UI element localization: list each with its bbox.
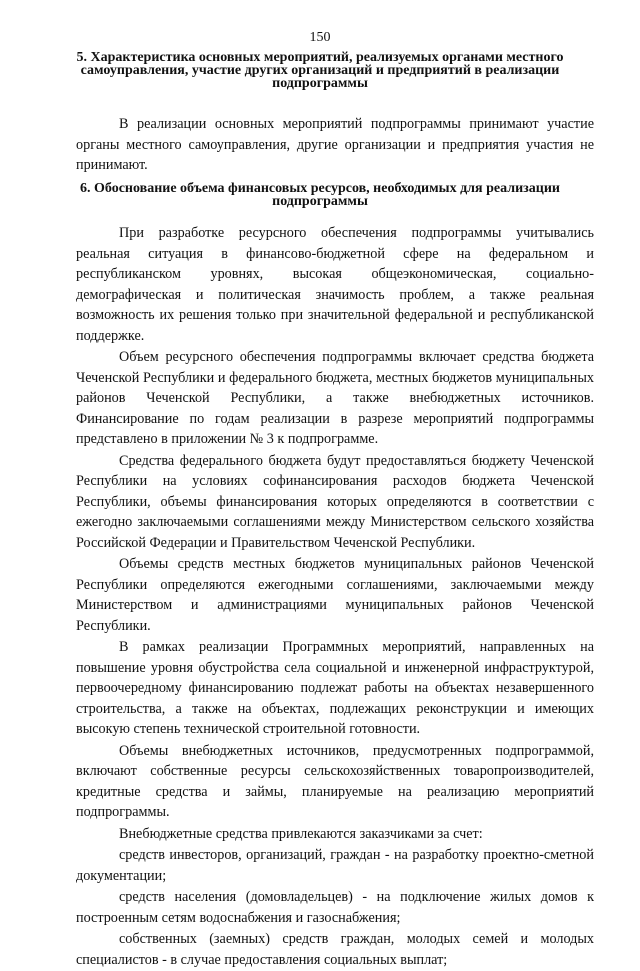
paragraph: Средства федерального бюджета будут предоставляться бюджету Чеченской Республики на условиях софинансирования расходов бюджета Чеченской Республики, объемы финансирования которых определяются в соответствии с ежегодно заключаемыми соглашениями между Министерством сельского хозяйства Российской Федерации и Правительством Чеченской Республики. bbox=[76, 452, 594, 551]
paragraph: средств населения (домовладельцев) - на подключение жилых домов к построенным сетям водоснабжения и газоснабжения; bbox=[76, 889, 594, 926]
section-5-heading: 5. Характеристика основных мероприятий, реализуемых органами местного самоуправления, участие других организаций и предприятий в реализации подпрограммы bbox=[76, 50, 564, 91]
section-6-heading: 6. Обоснование объема финансовых ресурсов, необходимых для реализации подпрограммы bbox=[80, 181, 560, 209]
paragraph: Объем ресурсного обеспечения подпрограммы включает средства бюджета Чеченской Республики и федерального бюджета, местных бюджетов муниципальных районов Чеченской Республики, а также внебюджетных источников. Финансирование по годам реализации в разрезе мероприятий подпрограммы представлено в приложении № 3 к подпрограмме. bbox=[76, 349, 594, 447]
page-number: 150 bbox=[309, 30, 331, 45]
paragraph: средств инвесторов, организаций, граждан - на разработку проектно-сметной документации; bbox=[76, 847, 594, 884]
paragraph: собственных (заемных) средств граждан, молодых семей и молодых специалистов - в случае предоставления социальных выплат; bbox=[76, 931, 594, 968]
paragraph: Объемы внебюджетных источников, предусмотренных подпрограммой, включают собственные ресурсы сельскохозяйственных товаропроизводителей, кредитные средства и займы, планируемые на реализацию мероприятий подпрограммы. bbox=[76, 742, 594, 820]
paragraph: В рамках реализации Программных мероприятий, направленных на повышение уровня обустройства села социальной и инженерной инфраструктурой, первоочередному финансированию подлежат работы на объектах незавершенного строительства, а также на объектах, подлежащих реконструкции и имеющих высокую степень технической строительной готовности. bbox=[76, 639, 594, 737]
section-6-body bbox=[76, 223, 594, 971]
section-5-body bbox=[76, 114, 594, 177]
paragraph: В реализации основных мероприятий подпрограммы принимают участие органы местного самоуправления, другие организации и предприятия участия не принимают. bbox=[76, 116, 594, 173]
paragraph: Объемы средств местных бюджетов муниципальных районов Чеченской Республики определяются ежегодными соглашениями, заключаемыми между Министерством и администрациями муниципальных районов Чеченской Республики. bbox=[76, 556, 594, 634]
paragraph: При разработке ресурсного обеспечения подпрограммы учитывались реальная ситуация в финансово-бюджетной сфере на федеральном и республиканском уровнях, высокая общеэкономическая, социально-демографическая и политическая значимость проблем, а также реальная возможность их решения только при значительной федеральной и республиканской поддержке. bbox=[76, 225, 594, 344]
paragraph: Внебюджетные средства привлекаются заказчиками за счет: bbox=[119, 825, 483, 842]
